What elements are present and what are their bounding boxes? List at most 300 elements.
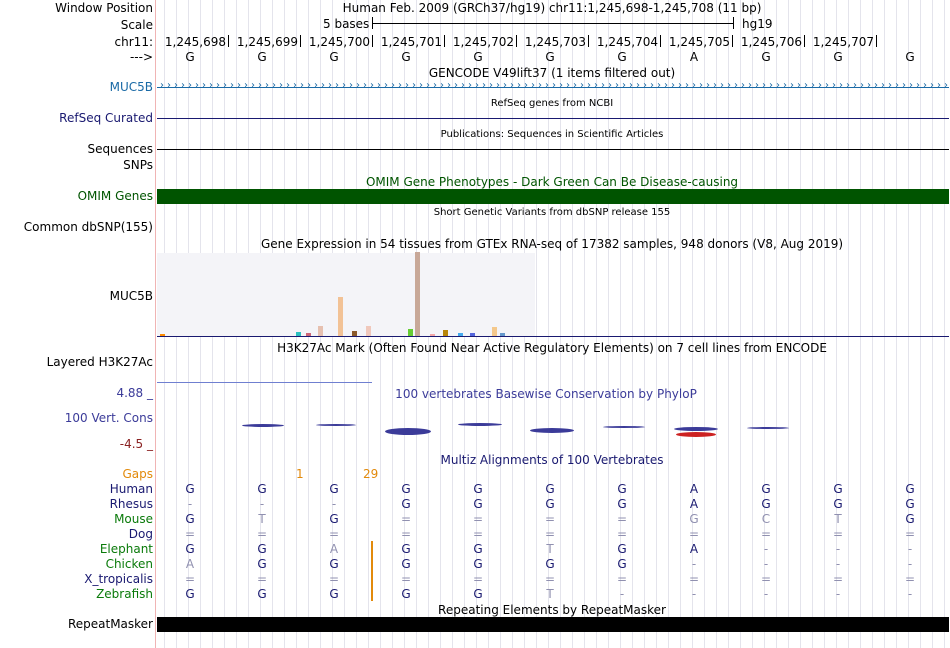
- strand-chevron-icon: ›: [713, 80, 717, 91]
- strand-chevron-icon: ›: [762, 80, 766, 91]
- strand-chevron-icon: ›: [195, 80, 199, 91]
- gap-count-1[interactable]: 1: [296, 467, 304, 481]
- strand-chevron-icon: ›: [748, 80, 752, 91]
- strand-chevron-icon: ›: [482, 80, 486, 91]
- grid-line: [740, 0, 741, 648]
- strand-chevron-icon: ›: [699, 80, 703, 91]
- grid-line: [644, 0, 645, 648]
- base-letter: G: [617, 50, 627, 64]
- strand-chevron-icon: ›: [356, 80, 360, 91]
- strand-chevron-icon: ›: [734, 80, 738, 91]
- alignment-base: G: [545, 482, 555, 496]
- cons-max-value: 4.88 _: [116, 386, 153, 400]
- strand-chevron-icon: ›: [321, 80, 325, 91]
- alignment-base: G: [185, 542, 195, 556]
- gtex-tissue-bar[interactable]: [338, 297, 343, 336]
- alignment-base: =: [472, 572, 484, 586]
- alignment-base: G: [401, 587, 411, 601]
- alignment-base: =: [904, 572, 916, 586]
- strand-chevron-icon: ›: [692, 80, 696, 91]
- position-tick: [588, 35, 589, 47]
- strand-chevron-icon: ›: [475, 80, 479, 91]
- position-tick-label: 1,245,704: [596, 35, 658, 49]
- base-letter: G: [833, 50, 843, 64]
- strand-chevron-icon: ›: [881, 80, 885, 91]
- strand-chevron-icon: ›: [741, 80, 745, 91]
- alignment-base: =: [688, 572, 700, 586]
- species-label[interactable]: Chicken: [105, 557, 153, 571]
- strand-chevron-icon: ›: [293, 80, 297, 91]
- snps-label[interactable]: SNPs: [123, 158, 153, 172]
- grid-line: [800, 0, 801, 648]
- grid-line: [896, 0, 897, 648]
- track-left-boundary: [155, 0, 156, 648]
- alignment-base: T: [546, 542, 554, 556]
- strand-chevron-icon: ›: [286, 80, 290, 91]
- species-label[interactable]: Zebrafish: [96, 587, 153, 601]
- strand-chevron-icon: ›: [685, 80, 689, 91]
- strand-chevron-icon: ›: [783, 80, 787, 91]
- strand-chevron-icon: ›: [349, 80, 353, 91]
- alignment-base: -: [835, 557, 841, 571]
- alignment-base: =: [472, 512, 484, 526]
- gap-count-2[interactable]: 29: [363, 467, 379, 481]
- position-tick-label: 1,245,701: [380, 35, 442, 49]
- grid-line: [860, 0, 861, 648]
- grid-line: [872, 0, 873, 648]
- alignment-base: -: [907, 542, 913, 556]
- strand-chevron-icon: ›: [412, 80, 416, 91]
- alignment-base: =: [616, 527, 628, 541]
- strand-chevron-icon: ›: [342, 80, 346, 91]
- strand-chevron-icon: ›: [426, 80, 430, 91]
- strand-chevron-icon: ›: [188, 80, 192, 91]
- position-tick-label: 1,245,707: [812, 35, 874, 49]
- muc5b-gene-label[interactable]: MUC5B: [109, 80, 153, 94]
- alignment-base: =: [400, 512, 412, 526]
- species-label[interactable]: X_tropicalis: [84, 572, 153, 586]
- alignment-base: G: [473, 557, 483, 571]
- cons-min-value: -4.5 _: [119, 437, 153, 451]
- strand-chevron-icon: ›: [846, 80, 850, 91]
- strand-chevron-icon: ›: [832, 80, 836, 91]
- strand-chevron-icon: ›: [419, 80, 423, 91]
- alignment-base: =: [688, 527, 700, 541]
- gtex-tissue-bar[interactable]: [318, 326, 323, 336]
- species-label[interactable]: Elephant: [99, 542, 153, 556]
- strand-chevron-icon: ›: [405, 80, 409, 91]
- strand-chevron-icon: ›: [538, 80, 542, 91]
- conservation-glyph: [385, 428, 431, 435]
- alignment-base: =: [832, 572, 844, 586]
- species-label[interactable]: Mouse: [114, 512, 153, 526]
- strand-chevron-icon: ›: [279, 80, 283, 91]
- alignment-base: =: [616, 512, 628, 526]
- alignment-base: A: [185, 557, 195, 571]
- strand-chevron-icon: ›: [706, 80, 710, 91]
- alignment-base: G: [545, 557, 555, 571]
- alignment-base: =: [184, 527, 196, 541]
- alignment-base: -: [259, 497, 265, 511]
- strand-chevron-icon: ›: [916, 80, 920, 91]
- gtex-baseline: [157, 336, 949, 337]
- position-tick: [444, 35, 445, 47]
- omim-gene-bar[interactable]: [157, 189, 949, 204]
- strand-chevron-icon: ›: [657, 80, 661, 91]
- refseq-curated-label[interactable]: RefSeq Curated: [59, 111, 153, 125]
- alignment-base: =: [256, 572, 268, 586]
- species-label[interactable]: Rhesus: [109, 497, 153, 511]
- strand-chevron-icon: ›: [580, 80, 584, 91]
- position-tick: [300, 35, 301, 47]
- grid-line: [848, 0, 849, 648]
- alignment-base: =: [400, 572, 412, 586]
- strand-chevron-icon: ›: [671, 80, 675, 91]
- strand-chevron-icon: ›: [202, 80, 206, 91]
- base-letter: A: [689, 50, 699, 64]
- strand-chevron-icon: ›: [790, 80, 794, 91]
- window-position-label: Window Position: [55, 1, 153, 15]
- grid-line: [752, 0, 753, 648]
- gtex-tissue-bar[interactable]: [415, 252, 420, 336]
- conservation-glyph: [676, 432, 716, 437]
- conservation-glyph: [674, 427, 718, 431]
- alignment-base: -: [691, 557, 697, 571]
- strand-chevron-icon: ›: [531, 80, 535, 91]
- alignment-base: =: [832, 527, 844, 541]
- scale-bar-right: [733, 17, 734, 29]
- layered-h3k27ac-label[interactable]: Layered H3K27Ac: [46, 355, 153, 369]
- strand-chevron-icon: ›: [552, 80, 556, 91]
- scale-text: 5 bases: [323, 17, 370, 31]
- strand-chevron-icon: ›: [167, 80, 171, 91]
- position-tick-label: 1,245,705: [668, 35, 730, 49]
- strand-chevron-icon: ›: [503, 80, 507, 91]
- base-letter: G: [545, 50, 555, 64]
- strand-chevron-icon: ›: [216, 80, 220, 91]
- alignment-base: -: [835, 587, 841, 601]
- gtex-tissue-bar[interactable]: [492, 327, 497, 336]
- base-letter: G: [761, 50, 771, 64]
- alignment-base: G: [185, 512, 195, 526]
- strand-chevron-icon: ›: [566, 80, 570, 91]
- strand-chevron-icon: ›: [622, 80, 626, 91]
- strand-chevron-icon: ›: [398, 80, 402, 91]
- grid-line: [932, 0, 933, 648]
- grid-line: [680, 0, 681, 648]
- position-tick-label: 1,245,698: [164, 35, 226, 49]
- repeatmasker-bar[interactable]: [157, 617, 949, 632]
- strand-chevron-icon: ›: [937, 80, 941, 91]
- h3k27ac-track-title[interactable]: H3K27Ac Mark (Often Found Near Active Regulatory Elements) on 7 cell lines from ENCODE: [277, 341, 827, 355]
- strand-chevron-icon: ›: [573, 80, 577, 91]
- position-tick: [228, 35, 229, 47]
- strand-chevron-icon: ›: [594, 80, 598, 91]
- position-tick: [516, 35, 517, 47]
- gtex-plot-area: [157, 253, 535, 336]
- muc5b-gtex-label[interactable]: MUC5B: [109, 289, 153, 303]
- alignment-base: G: [185, 482, 195, 496]
- strand-chevron-icon: ›: [377, 80, 381, 91]
- omim-genes-label[interactable]: OMIM Genes: [77, 189, 153, 203]
- strand-chevron-icon: ›: [902, 80, 906, 91]
- alignment-base: =: [328, 572, 340, 586]
- alignment-base: G: [689, 512, 699, 526]
- strand-chevron-icon: ›: [587, 80, 591, 91]
- position-tick-label: 1,245,699: [236, 35, 298, 49]
- alignment-base: =: [904, 527, 916, 541]
- base-letter: G: [473, 50, 483, 64]
- grid-line: [824, 0, 825, 648]
- alignment-base: G: [401, 497, 411, 511]
- cons-track-label[interactable]: 100 Vert. Cons: [64, 411, 153, 425]
- alignment-insertion-marker: [371, 541, 373, 601]
- base-letter: G: [401, 50, 411, 64]
- alignment-base: =: [472, 527, 484, 541]
- cons-top-line: [157, 382, 372, 383]
- strand-chevron-icon: ›: [678, 80, 682, 91]
- alignment-base: A: [689, 542, 699, 556]
- strand-chevron-icon: ›: [307, 80, 311, 91]
- alignment-base: G: [617, 557, 627, 571]
- base-letter: G: [257, 50, 267, 64]
- strand-chevron-icon: ›: [895, 80, 899, 91]
- refseq-track-title[interactable]: RefSeq genes from NCBI: [490, 98, 614, 109]
- repeatmasker-track-title[interactable]: Repeating Elements by RepeatMasker: [438, 603, 666, 617]
- alignment-base: G: [329, 587, 339, 601]
- alignment-base: G: [905, 482, 915, 496]
- strand-chevron-icon: ›: [489, 80, 493, 91]
- strand-chevron-icon: ›: [888, 80, 892, 91]
- alignment-base: G: [761, 497, 771, 511]
- alignment-base: -: [691, 587, 697, 601]
- grid-line: [776, 0, 777, 648]
- alignment-base: =: [616, 572, 628, 586]
- scale-assembly: hg19: [742, 17, 773, 31]
- strand-chevron-icon: ›: [839, 80, 843, 91]
- strand-chevron-icon: ›: [251, 80, 255, 91]
- grid-line: [788, 0, 789, 648]
- scale-label: Scale: [120, 18, 153, 32]
- conservation-glyph: [603, 426, 645, 428]
- multiz-track-title[interactable]: Multiz Alignments of 100 Vertebrates: [440, 453, 664, 467]
- strand-chevron-icon: ›: [664, 80, 668, 91]
- strand-chevron-icon: ›: [923, 80, 927, 91]
- common-dbsnp-label[interactable]: Common dbSNP(155): [23, 220, 153, 234]
- strand-chevron-icon: ›: [181, 80, 185, 91]
- position-tick-label: 1,245,706: [740, 35, 802, 49]
- alignment-base: -: [907, 587, 913, 601]
- strand-chevron-icon: ›: [769, 80, 773, 91]
- grid-line: [716, 0, 717, 648]
- base-letter: G: [905, 50, 915, 64]
- alignment-base: G: [833, 482, 843, 496]
- strand-chevron-icon: ›: [643, 80, 647, 91]
- alignment-base: G: [401, 482, 411, 496]
- alignment-base: C: [761, 512, 771, 526]
- strand-chevron-icon: ›: [272, 80, 276, 91]
- omim-track-title[interactable]: OMIM Gene Phenotypes - Dark Green Can Be Disease-causing: [365, 175, 739, 189]
- position-tick: [372, 35, 373, 47]
- position-tick: [804, 35, 805, 47]
- strand-arrow-label: --->: [129, 50, 153, 64]
- base-letter: G: [185, 50, 195, 64]
- alignment-base: A: [689, 497, 699, 511]
- chromosome-label: chr11:: [114, 35, 153, 49]
- strand-chevron-icon: ›: [440, 80, 444, 91]
- grid-line: [728, 0, 729, 648]
- alignment-base: G: [617, 497, 627, 511]
- phylop-track-title[interactable]: 100 vertebrates Basewise Conservation by PhyloP: [395, 387, 697, 401]
- alignment-base: -: [187, 497, 193, 511]
- alignment-base: =: [760, 572, 772, 586]
- alignment-base: G: [257, 482, 267, 496]
- alignment-base: G: [185, 587, 195, 601]
- strand-chevron-icon: ›: [776, 80, 780, 91]
- alignment-base: A: [689, 482, 699, 496]
- conservation-glyph: [747, 427, 789, 429]
- strand-chevron-icon: ›: [370, 80, 374, 91]
- alignment-base: G: [329, 557, 339, 571]
- grid-line: [920, 0, 921, 648]
- position-tick: [876, 35, 877, 47]
- alignment-base: G: [473, 542, 483, 556]
- alignment-base: =: [256, 527, 268, 541]
- strand-chevron-icon: ›: [391, 80, 395, 91]
- strand-chevron-icon: ›: [867, 80, 871, 91]
- alignment-base: G: [833, 497, 843, 511]
- strand-chevron-icon: ›: [496, 80, 500, 91]
- grid-line: [884, 0, 885, 648]
- grid-line: [656, 0, 657, 648]
- alignment-base: -: [619, 587, 625, 601]
- strand-chevron-icon: ›: [629, 80, 633, 91]
- publications-track-title[interactable]: Publications: Sequences in Scientific Articles: [440, 129, 664, 140]
- grid-line: [632, 0, 633, 648]
- refseq-gene-line[interactable]: [157, 118, 949, 119]
- strand-chevron-icon: ›: [237, 80, 241, 91]
- alignment-base: G: [617, 542, 627, 556]
- strand-chevron-icon: ›: [650, 80, 654, 91]
- gtex-tissue-bar[interactable]: [366, 326, 371, 336]
- alignment-base: G: [473, 497, 483, 511]
- strand-chevron-icon: ›: [804, 80, 808, 91]
- alignment-base: G: [329, 512, 339, 526]
- alignment-base: G: [257, 557, 267, 571]
- alignment-base: -: [763, 557, 769, 571]
- strand-chevron-icon: ›: [209, 80, 213, 91]
- strand-chevron-icon: ›: [433, 80, 437, 91]
- grid-line: [812, 0, 813, 648]
- strand-chevron-icon: ›: [230, 80, 234, 91]
- strand-chevron-icon: ›: [447, 80, 451, 91]
- strand-chevron-icon: ›: [636, 80, 640, 91]
- strand-chevron-icon: ›: [174, 80, 178, 91]
- strand-chevron-icon: ›: [608, 80, 612, 91]
- conservation-glyph: [458, 423, 502, 426]
- grid-line: [668, 0, 669, 648]
- alignment-base: =: [328, 527, 340, 541]
- strand-chevron-icon: ›: [909, 80, 913, 91]
- alignment-base: =: [760, 527, 772, 541]
- strand-chevron-icon: ›: [244, 80, 248, 91]
- alignment-base: -: [331, 497, 337, 511]
- strand-chevron-icon: ›: [384, 80, 388, 91]
- alignment-base: A: [329, 542, 339, 556]
- strand-chevron-icon: ›: [825, 80, 829, 91]
- alignment-base: T: [834, 512, 842, 526]
- strand-chevron-icon: ›: [727, 80, 731, 91]
- strand-chevron-icon: ›: [258, 80, 262, 91]
- strand-chevron-icon: ›: [930, 80, 934, 91]
- strand-chevron-icon: ›: [860, 80, 864, 91]
- position-tick-label: 1,245,703: [524, 35, 586, 49]
- window-title: Human Feb. 2009 (GRCh37/hg19) chr11:1,245,698-1,245,708 (11 bp): [342, 1, 762, 15]
- alignment-base: G: [905, 497, 915, 511]
- repeatmasker-label[interactable]: RepeatMasker: [67, 617, 153, 631]
- conservation-glyph: [242, 424, 284, 427]
- conservation-glyph: [316, 424, 356, 426]
- position-tick-label: 1,245,702: [452, 35, 514, 49]
- alignment-base: G: [473, 587, 483, 601]
- alignment-base: =: [544, 512, 556, 526]
- strand-chevron-icon: ›: [223, 80, 227, 91]
- strand-chevron-icon: ›: [797, 80, 801, 91]
- scale-bar: [372, 23, 734, 24]
- strand-chevron-icon: ›: [517, 80, 521, 91]
- alignment-base: G: [905, 512, 915, 526]
- strand-chevron-icon: ›: [601, 80, 605, 91]
- gaps-label[interactable]: Gaps: [122, 467, 153, 481]
- alignment-base: T: [258, 512, 266, 526]
- grid-line: [704, 0, 705, 648]
- alignment-base: G: [545, 497, 555, 511]
- gtex-tissue-bar[interactable]: [408, 329, 413, 336]
- strand-chevron-icon: ›: [720, 80, 724, 91]
- alignment-base: G: [257, 587, 267, 601]
- strand-chevron-icon: ›: [853, 80, 857, 91]
- strand-chevron-icon: ›: [468, 80, 472, 91]
- strand-chevron-icon: ›: [874, 80, 878, 91]
- publications-line[interactable]: [157, 149, 949, 150]
- gencode-track-title[interactable]: GENCODE V49lift37 (1 items filtered out): [428, 66, 676, 80]
- species-label[interactable]: Dog: [128, 527, 153, 541]
- strand-chevron-icon: ›: [811, 80, 815, 91]
- strand-chevron-icon: ›: [510, 80, 514, 91]
- gtex-track-title[interactable]: Gene Expression in 54 tissues from GTEx RNA-seq of 17382 samples, 948 donors (V8, Aug 2019): [260, 237, 844, 251]
- strand-chevron-icon: ›: [524, 80, 528, 91]
- alignment-base: G: [473, 482, 483, 496]
- alignment-base: =: [544, 527, 556, 541]
- alignment-base: G: [257, 542, 267, 556]
- base-letter: G: [329, 50, 339, 64]
- position-tick-label: 1,245,700: [308, 35, 370, 49]
- alignment-base: -: [907, 557, 913, 571]
- strand-chevron-icon: ›: [755, 80, 759, 91]
- alignment-base: -: [763, 587, 769, 601]
- sequences-label[interactable]: Sequences: [87, 142, 153, 156]
- strand-chevron-icon: ›: [363, 80, 367, 91]
- strand-chevron-icon: ›: [615, 80, 619, 91]
- dbsnp-track-title[interactable]: Short Genetic Variants from dbSNP release 155: [433, 207, 671, 218]
- strand-chevron-icon: ›: [314, 80, 318, 91]
- strand-chevron-icon: ›: [944, 80, 948, 91]
- species-label[interactable]: Human: [109, 482, 153, 496]
- strand-chevron-icon: ›: [300, 80, 304, 91]
- alignment-base: G: [401, 557, 411, 571]
- strand-chevron-icon: ›: [335, 80, 339, 91]
- alignment-base: -: [835, 542, 841, 556]
